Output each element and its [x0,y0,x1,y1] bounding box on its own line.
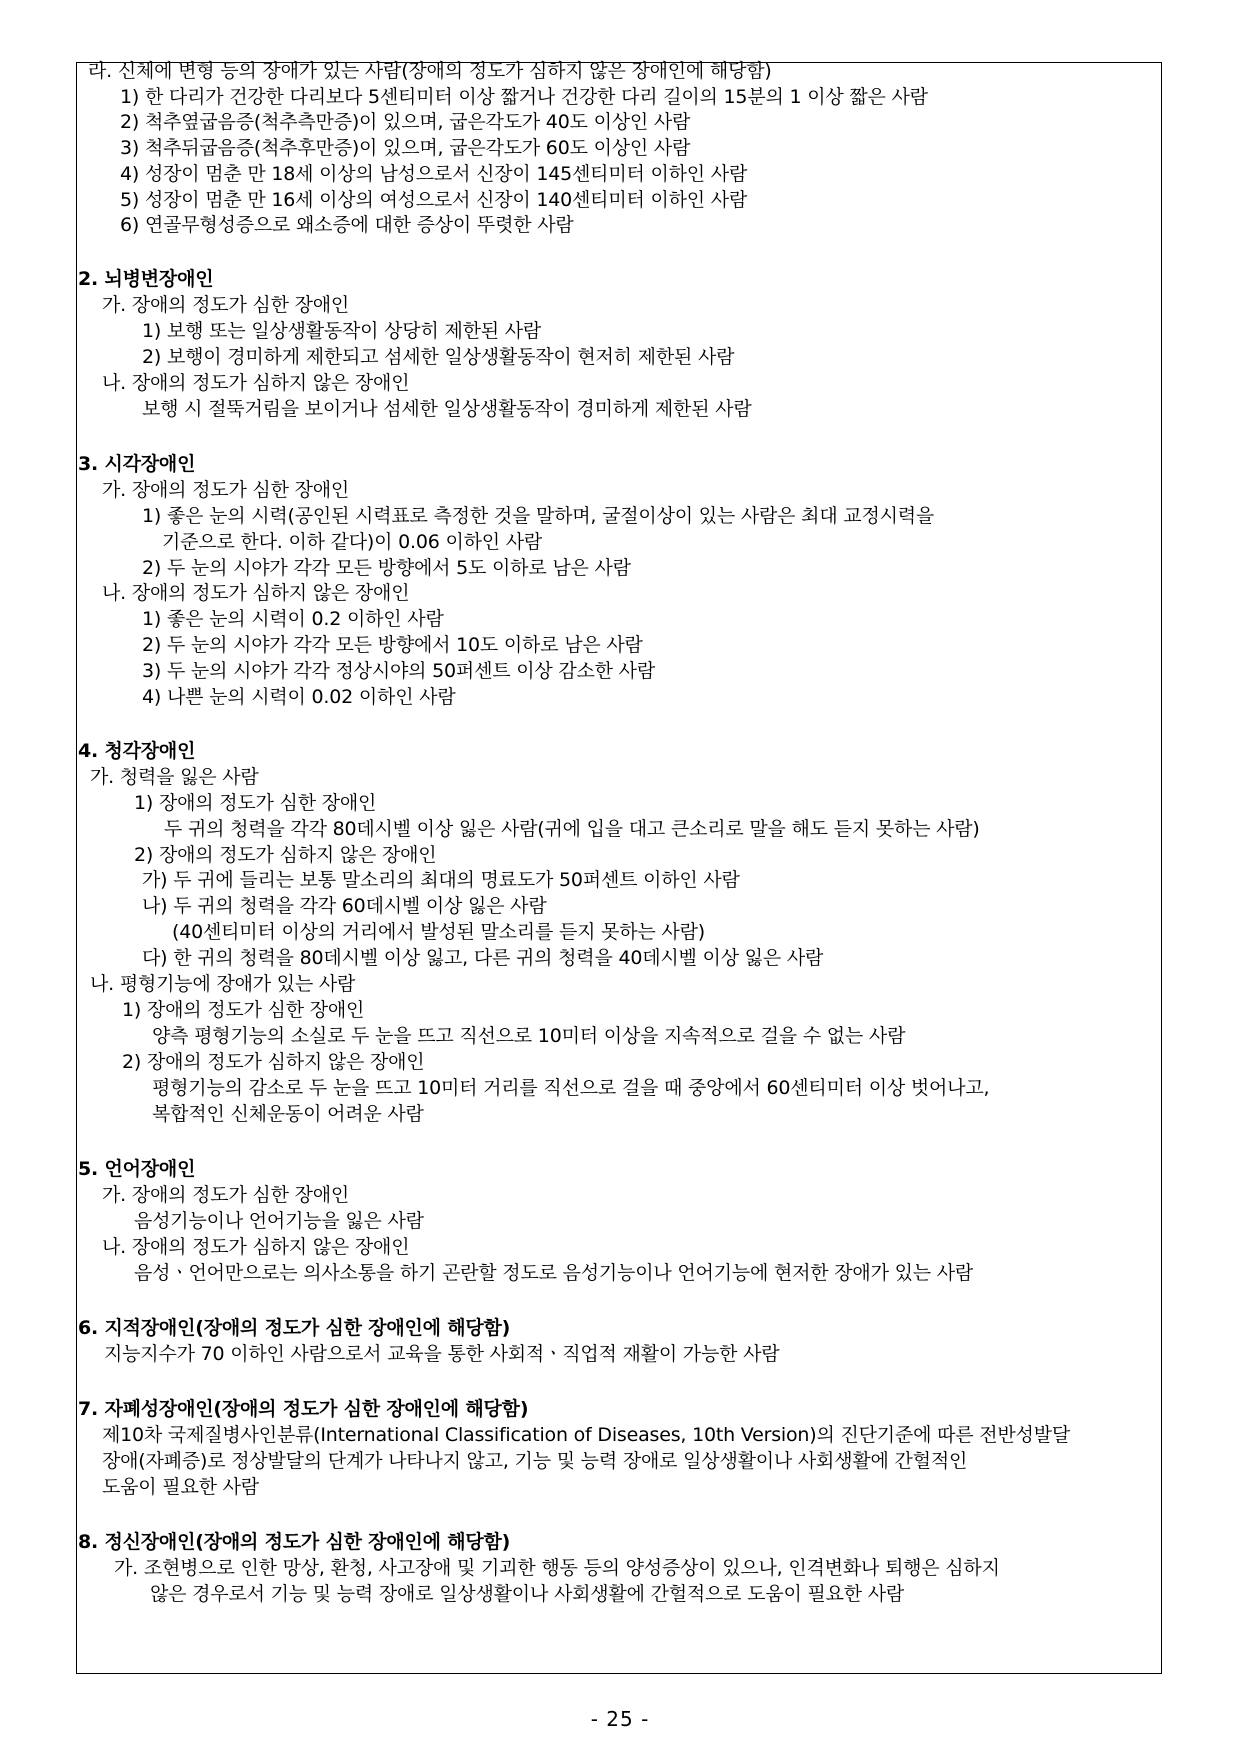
page-number: - 25 - [590,1707,650,1731]
list-item: 2) 두 눈의 시야가 각각 모든 방향에서 10도 이하로 남은 사람 [142,634,643,656]
section-heading: 3. 시각장애인 [78,453,196,475]
subsection-heading: 가. 장애의 정도가 심한 장애인 [102,1184,350,1206]
list-item: 1) 한 다리가 건강한 다리보다 5센티미터 이상 짧거나 건강한 다리 길이의 15분의 1 이상 짧은 사람 [120,86,928,108]
list-item: 5) 성장이 멈춘 만 16세 이상의 여성으로서 신장이 140센티미터 이하인 사람 [120,189,748,211]
paragraph: 제10차 국제질병사인분류(International Classification of Diseases, 10th Version)의 진단기준에 따른 전반성발달 [102,1424,1070,1446]
list-item: 가) 두 귀에 들리는 보통 말소리의 최대의 명료도가 50퍼센트 이하인 사람 [142,869,740,891]
section-heading: 7. 자폐성장애인(장애의 정도가 심한 장애인에 해당함) [78,1398,529,1420]
section-heading: 5. 언어장애인 [78,1158,196,1180]
section-heading: 4. 청각장애인 [78,740,196,762]
paragraph: 음성ㆍ언어만으로는 의사소통을 하기 곤란할 정도로 음성기능이나 언어기능에 현저한 장애가 있는 사람 [134,1262,974,1284]
paragraph: 보행 시 절뚝거림을 보이거나 섬세한 일상생활동작이 경미하게 제한된 사람 [142,398,752,420]
list-item: 나) 두 귀의 청력을 각각 60데시벨 이상 잃은 사람 [142,895,547,917]
list-item-continuation: (40센티미터 이상의 거리에서 발성된 말소리를 듣지 못하는 사람) [172,921,705,943]
paragraph: 지능지수가 70 이하인 사람으로서 교육을 통한 사회적ㆍ직업적 재활이 가능한 사람 [104,1343,780,1365]
list-item: 1) 보행 또는 일상생활동작이 상당히 제한된 사람 [142,320,542,342]
list-item: 가. 조현병으로 인한 망상, 환청, 사고장애 및 기괴한 행동 등의 양성증상이 있으나, 인격변화나 퇴행은 심하지 [114,1557,1000,1579]
list-item: 3) 두 눈의 시야가 각각 정상시야의 50퍼센트 이상 감소한 사람 [142,660,655,682]
subsection-heading: 나. 장애의 정도가 심하지 않은 장애인 [102,582,410,604]
list-item: 1) 좋은 눈의 시력(공인된 시력표로 측정한 것을 말하며, 굴절이상이 있는 사람은 최대 교정시력을 [142,505,935,527]
section-heading: 8. 정신장애인(장애의 정도가 심한 장애인에 해당함) [78,1531,511,1553]
list-item: 4) 나쁜 눈의 시력이 0.02 이하인 사람 [142,686,456,708]
list-item: 다) 한 귀의 청력을 80데시벨 이상 잃고, 다른 귀의 청력을 40데시벨 이상 잃은 사람 [142,947,824,969]
list-item: 6) 연골무형성증으로 왜소증에 대한 증상이 뚜렷한 사람 [120,214,574,236]
section-heading: 6. 지적장애인(장애의 정도가 심한 장애인에 해당함) [78,1317,511,1339]
paragraph: 장애(자폐증)로 정상발달의 단계가 나타나지 않고, 기능 및 능력 장애로 일상생활이나 사회생활에 간헐적인 [102,1450,968,1472]
subsection-heading: 가. 장애의 정도가 심한 장애인 [102,479,350,501]
list-item-continuation: 기준으로 한다. 이하 같다)이 0.06 이하인 사람 [162,531,543,553]
list-item: 2) 장애의 정도가 심하지 않은 장애인 [134,844,437,866]
list-item: 1) 장애의 정도가 심한 장애인 [122,999,365,1021]
subsection-heading: 나. 평형기능에 장애가 있는 사람 [90,973,356,995]
list-item: 1) 좋은 눈의 시력이 0.2 이하인 사람 [142,608,444,630]
list-item-continuation: 않은 경우로서 기능 및 능력 장애로 일상생활이나 사회생활에 간헐적으로 도움이 필요한 사람 [150,1583,905,1605]
list-item: 3) 척추뒤굽음증(척추후만증)이 있으며, 굽은각도가 60도 이상인 사람 [120,137,691,159]
list-item: 1) 장애의 정도가 심한 장애인 [134,792,377,814]
list-item: 2) 장애의 정도가 심하지 않은 장애인 [122,1051,425,1073]
paragraph: 음성기능이나 언어기능을 잃은 사람 [134,1210,424,1232]
subsection-heading: 가. 청력을 잃은 사람 [90,766,259,788]
paragraph: 도움이 필요한 사람 [102,1476,259,1498]
list-item: 4) 성장이 멈춘 만 18세 이상의 남성으로서 신장이 145센티미터 이하인 사람 [120,163,748,185]
item-heading: 라. 신체에 변형 등의 장애가 있는 사람(장애의 정도가 심하지 않은 장애인에 해당함) [88,60,772,82]
list-item: 2) 척추옆굽음증(척추측만증)이 있으며, 굽은각도가 40도 이상인 사람 [120,111,691,133]
paragraph: 양측 평형기능의 소실로 두 눈을 뜨고 직선으로 10미터 이상을 지속적으로 걸을 수 없는 사람 [152,1025,906,1047]
paragraph: 평형기능의 감소로 두 눈을 뜨고 10미터 거리를 직선으로 걸을 때 중앙에서 60센티미터 이상 벗어나고, [152,1077,990,1099]
paragraph: 두 귀의 청력을 각각 80데시벨 이상 잃은 사람(귀에 입을 대고 큰소리로 말을 해도 듣지 못하는 사람) [164,818,980,840]
subsection-heading: 나. 장애의 정도가 심하지 않은 장애인 [102,372,410,394]
subsection-heading: 가. 장애의 정도가 심한 장애인 [102,294,350,316]
section-heading: 2. 뇌병변장애인 [78,268,214,290]
list-item: 2) 두 눈의 시야가 각각 모든 방향에서 5도 이하로 남은 사람 [142,557,631,579]
list-item: 2) 보행이 경미하게 제한되고 섬세한 일상생활동작이 현저히 제한된 사람 [142,346,735,368]
subsection-heading: 나. 장애의 정도가 심하지 않은 장애인 [102,1236,410,1258]
paragraph: 복합적인 신체운동이 어려운 사람 [152,1103,424,1125]
